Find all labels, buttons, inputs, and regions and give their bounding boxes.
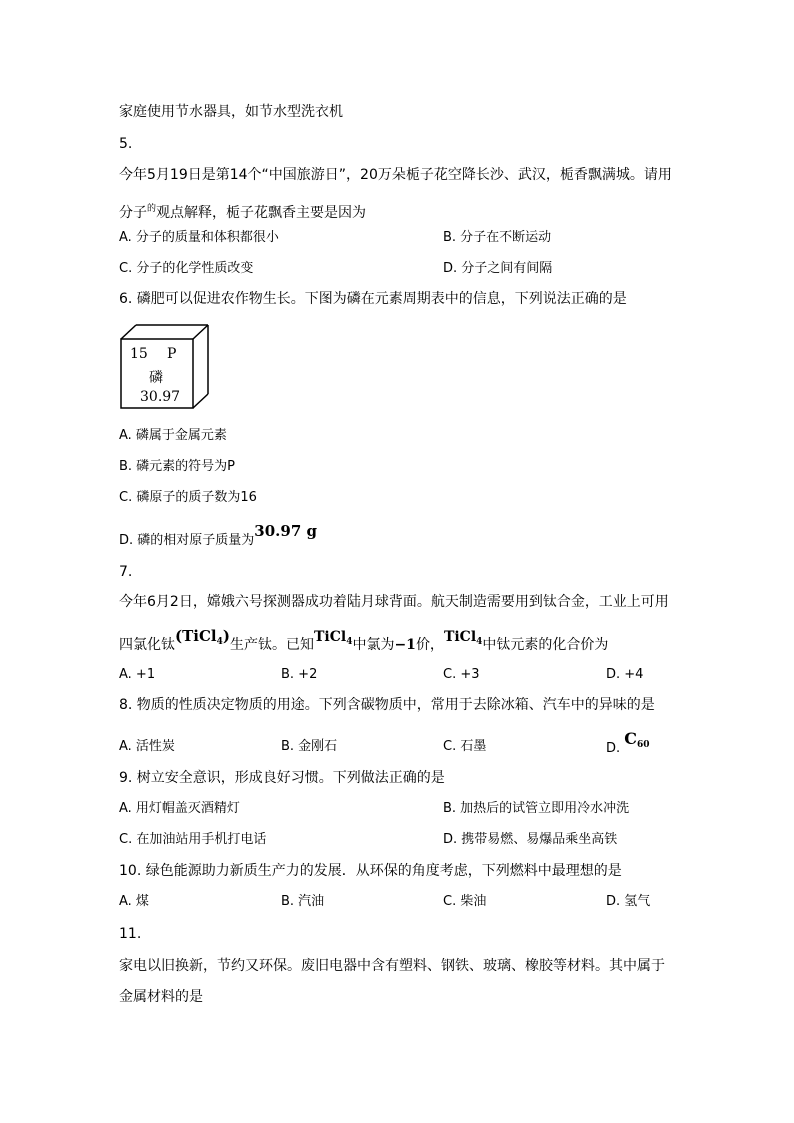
element-name: 磷 [149,370,163,386]
line-water-saving: 家庭使用节水器具，如节水型洗衣机 [119,104,343,120]
q9-option-a: A. 用灯帽盖灭酒精灯 [119,801,240,816]
q6-option-d-formula: 30.97 g [254,522,317,540]
q7-formula-2-sub: 4 [346,637,353,647]
q6-option-c: C. 磷原子的质子数为16 [119,490,257,505]
q6-option-d-text: D. 磷的相对原子质量为 [119,533,255,548]
q5-stem-part-a: 分子 [119,205,147,221]
q10-option-a: A. 煤 [119,894,149,909]
q6-option-a: A. 磷属于金属元素 [119,428,227,443]
q7-stem-part-b: 生产钛。已知 [229,637,314,653]
q9-option-d: D. 携带易燃、易爆品乘坐高铁 [443,832,618,847]
q8-option-c: C. 石墨 [443,739,487,754]
q8-option-d [606,729,650,762]
q5-option-a: A. 分子的质量和体积都很小 [119,230,279,245]
q8-option-a: A. 活性炭 [119,739,175,754]
q7-option-c: C. +3 [443,667,480,682]
q6-option-b: B. 磷元素的符号为P [119,459,236,474]
q7-formula-3-sub: 4 [476,637,483,647]
q7-stem-part-a: 四氯化钛 [119,637,175,653]
q11-stem-line2: 金属材料的是 [119,989,203,1005]
q8-formula-sub: 60 [637,740,650,750]
q7-option-a: A. +1 [119,667,156,682]
element-atomic-number: 15 [130,346,148,362]
q10-stem: 10. 绿色能源助力新质生产力的发展．从环保的角度考虑，下列燃料中最理想的是 [119,863,622,879]
q5-stem-line1: 今年5月19日是第14个“中国旅游日”，20万朵栀子花空降长沙、武汉，栀香飘满城。请用 [119,167,672,183]
q6-option-d [119,522,317,550]
element-atomic-mass: 30.97 [140,389,181,405]
q7-formula-1-base: (TiCl [175,627,217,645]
q7-formula-3 [444,629,482,645]
q7-stem-line2 [119,627,609,659]
q7-option-b: B. +2 [281,667,318,682]
q5-option-c: C. 分子的化学性质改变 [119,261,254,276]
q7-formula-1 [175,627,230,645]
q7-stem-part-e: 中钛元素的化合价为 [482,637,609,653]
q5-option-b: B. 分子在不断运动 [443,230,552,245]
q5-stem-de: 的 [147,204,157,214]
q8-option-b: B. 金刚石 [281,739,338,754]
q6-stem: 6. 磷肥可以促进农作物生长。下图为磷在元素周期表中的信息，下列说法正确的是 [119,291,627,307]
q5-stem-part-b: 观点解释，栀子花飘香主要是因为 [156,205,367,221]
q10-option-b: B. 汽油 [281,894,325,909]
q8-stem: 8. 物质的性质决定物质的用途。下列含碳物质中，常用于去除冰箱、汽车中的异味的是 [119,697,655,713]
element-symbol: P [167,346,177,362]
q5-option-d: D. 分子之间有间隔 [443,261,553,276]
q10-option-d: D. 氢气 [606,894,651,909]
q7-formula-1-close: ) [222,627,230,645]
q7-formula-2 [314,629,352,645]
q7-option-d: D. +4 [606,667,644,682]
q7-formula-2-base: TiCl [313,629,347,645]
q8-option-d-label: D. [606,741,621,756]
q7-stem-line1: 今年6月2日，嫦娥六号探测器成功着陆月球背面。航天制造需要用到钛合金，工业上可用 [119,594,669,610]
q7-valence-value: −1 [394,637,416,653]
q9-stem: 9. 树立安全意识，形成良好习惯。下列做法正确的是 [119,770,445,786]
q9-option-c: C. 在加油站用手机打电话 [119,832,267,847]
q11-stem-line1: 家电以旧换新，节约又环保。废旧电器中含有塑料、钢铁、玻璃、橡胶等材料。其中属于 [119,958,665,974]
q7-formula-1-sub: 4 [216,637,223,647]
q5-stem-line2 [119,200,366,222]
q5-number: 5. [119,136,133,152]
q8-formula-base: C [624,729,638,748]
element-card-phosphorus [120,324,210,410]
q7-stem-part-d: 价， [415,637,444,653]
q8-option-d-formula [624,729,649,748]
q7-number: 7. [119,564,133,580]
q7-stem-part-c: 中氯为 [352,637,395,653]
q9-option-b: B. 加热后的试管立即用冷水冲洗 [443,801,630,816]
q10-option-c: C. 柴油 [443,894,487,909]
q7-formula-3-base: TiCl [443,629,477,645]
q11-number: 11. [119,926,142,942]
